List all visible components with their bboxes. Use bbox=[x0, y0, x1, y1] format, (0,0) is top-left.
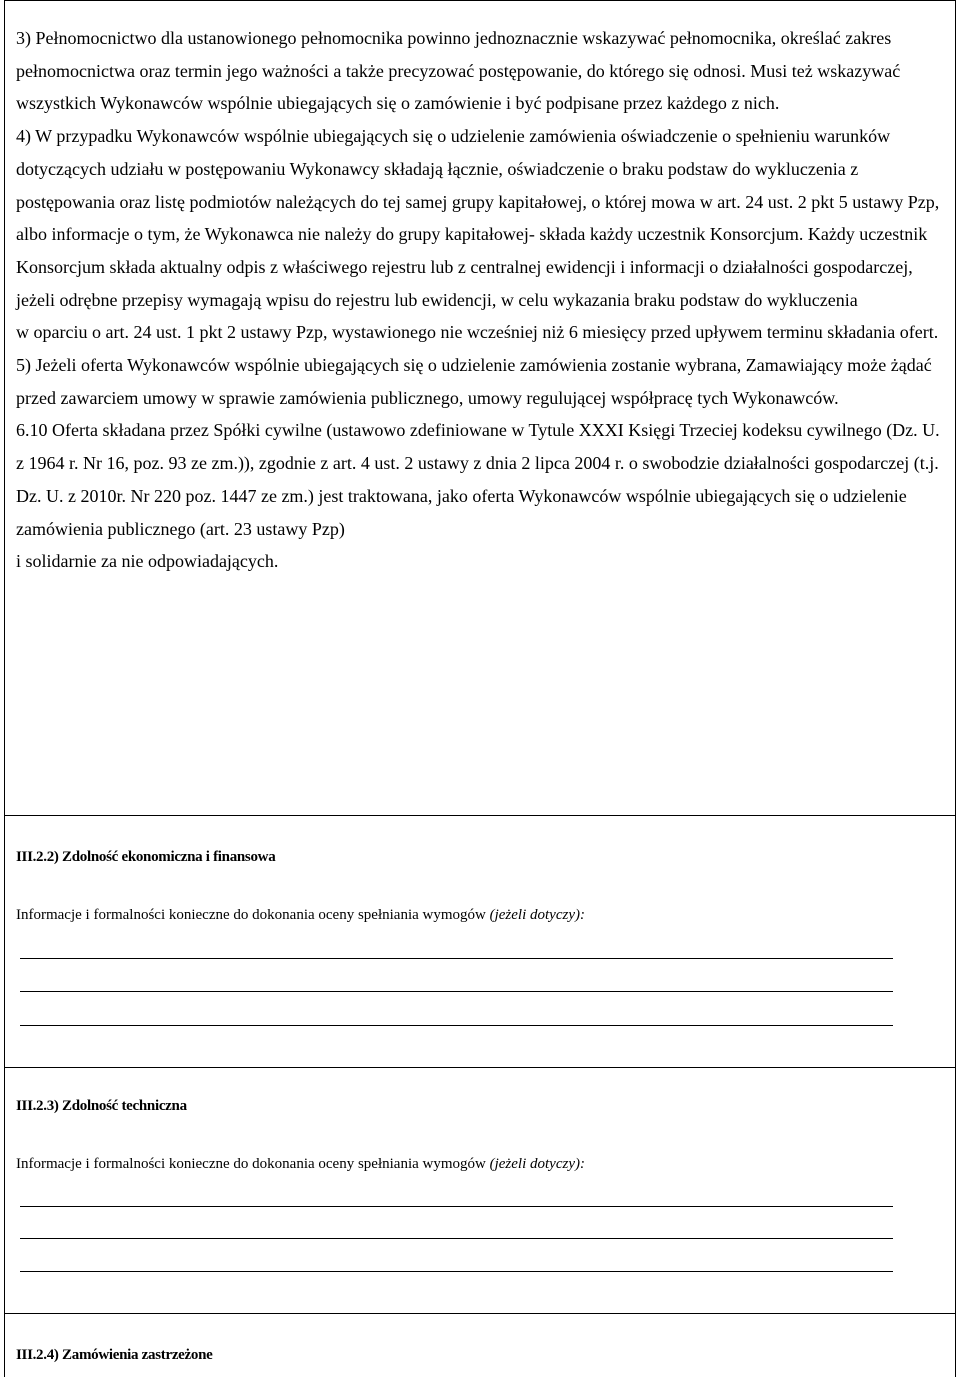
fill-in-line[interactable] bbox=[20, 1271, 893, 1272]
paragraph-exclusion-basis: w oparciu o art. 24 ust. 1 pkt 2 ustawy Pzp, wystawionego nie wcześniej niż 6 miesięcy przed upływem terminu składania ofert. bbox=[16, 322, 939, 343]
info-qualifier: (jeżeli dotyczy): bbox=[489, 1156, 585, 1172]
section-title: III.2.3) Zdolność techniczna bbox=[16, 1098, 187, 1114]
section-title: III.2.2) Zdolność ekonomiczna i finansowa bbox=[16, 849, 276, 865]
section-technical-capacity bbox=[16, 1097, 916, 1115]
section-divider bbox=[4, 1313, 956, 1314]
info-text: Informacje i formalności konieczne do dokonania oceny spełniania wymogów bbox=[16, 1156, 486, 1172]
info-qualifier: (jeżeli dotyczy): bbox=[489, 907, 585, 923]
section-reserved-contracts bbox=[16, 1346, 916, 1364]
section-info bbox=[16, 906, 916, 924]
fill-in-line[interactable] bbox=[20, 1025, 893, 1026]
section-economic-info bbox=[16, 906, 916, 924]
paragraph-joint-contractors: 4) W przypadku Wykonawców wspólnie ubiegających się o udzielenie zamówienia oświadczenie o spełnieniu warunków dotyczących udziału w postępowaniu Wykonawcy składają łącznie, oświadczenie o braku podstaw do wykluczenia z postępowania oraz listę podmiotów należących do tej samej grupy kapitałowej, o której mowa w art. 24 ust. 2 pkt 5 ustawy Pzp, albo informacje o tym, że Wykonawca nie należy do grupy kapitałowej- składa każdy uczestnik Konsorcjum. Każdy uczestnik Konsorcjum składa aktualny odpis z właściwego rejestru lub z centralnej ewidencji i informacji o działalności gospodarczej, jeżeli odrębne przepisy wymagają wpisu do rejestru lub ewidencji, w celu wykazania braku podstaw do wykluczenia bbox=[16, 126, 940, 310]
top-border bbox=[4, 0, 956, 1]
fill-in-line[interactable] bbox=[20, 1238, 893, 1239]
fill-in-line[interactable] bbox=[20, 991, 893, 992]
section-title: III.2.4) Zamówienia zastrzeżone bbox=[16, 1347, 213, 1363]
section-economic-capacity bbox=[16, 848, 916, 866]
paragraph-power-of-attorney: 3) Pełnomocnictwo dla ustanowionego pełnomocnika powinno jednoznacznie wskazywać pełnomocnika, określać zakres pełnomocnictwa oraz termin jego ważności a także precyzować postępowanie, do którego się odnosi. Musi też wskazywać wszystkich Wykonawców wspólnie ubiegających się o zamówienie i być podpisane przez każdego z nich. bbox=[16, 28, 901, 114]
info-text: Informacje i formalności konieczne do dokonania oceny spełniania wymogów bbox=[16, 907, 486, 923]
main-text-block bbox=[16, 22, 946, 578]
section-divider bbox=[4, 815, 956, 816]
section-info bbox=[16, 1155, 916, 1173]
section-technical-info bbox=[16, 1155, 916, 1173]
section-divider bbox=[4, 1067, 956, 1068]
paragraph-civil-partnerships: 6.10 Oferta składana przez Spółki cywilne (ustawowo zdefiniowane w Tytule XXXI Księgi Trzeciej kodeksu cywilnego (Dz. U. z 1964 r. Nr 16, poz. 93 ze zm.)), zgodnie z art. 4 ust. 2 ustawy z dnia 2 lipca 2004 r. o swobodzie działalności gospodarczej (t.j. Dz. U. z 2010r. Nr 220 poz. 1447 ze zm.) jest traktowana, jako oferta Wykonawców wspólnie ubiegających się o udzielenie zamówienia publicznego (art. 23 ustawy Pzp) bbox=[16, 420, 940, 539]
paragraph-solidarity: i solidarnie za nie odpowiadających. bbox=[16, 551, 279, 572]
fill-in-line[interactable] bbox=[20, 958, 893, 959]
paragraph-selected-offer: 5) Jeżeli oferta Wykonawców wspólnie ubiegających się o udzielenie zamówienia zostanie wybrana, Zamawiający może żądać przed zawarciem umowy w sprawie zamówienia publicznego, umowy regulującej współpracę tych Wykonawców. bbox=[16, 355, 932, 408]
fill-in-line[interactable] bbox=[20, 1206, 893, 1207]
